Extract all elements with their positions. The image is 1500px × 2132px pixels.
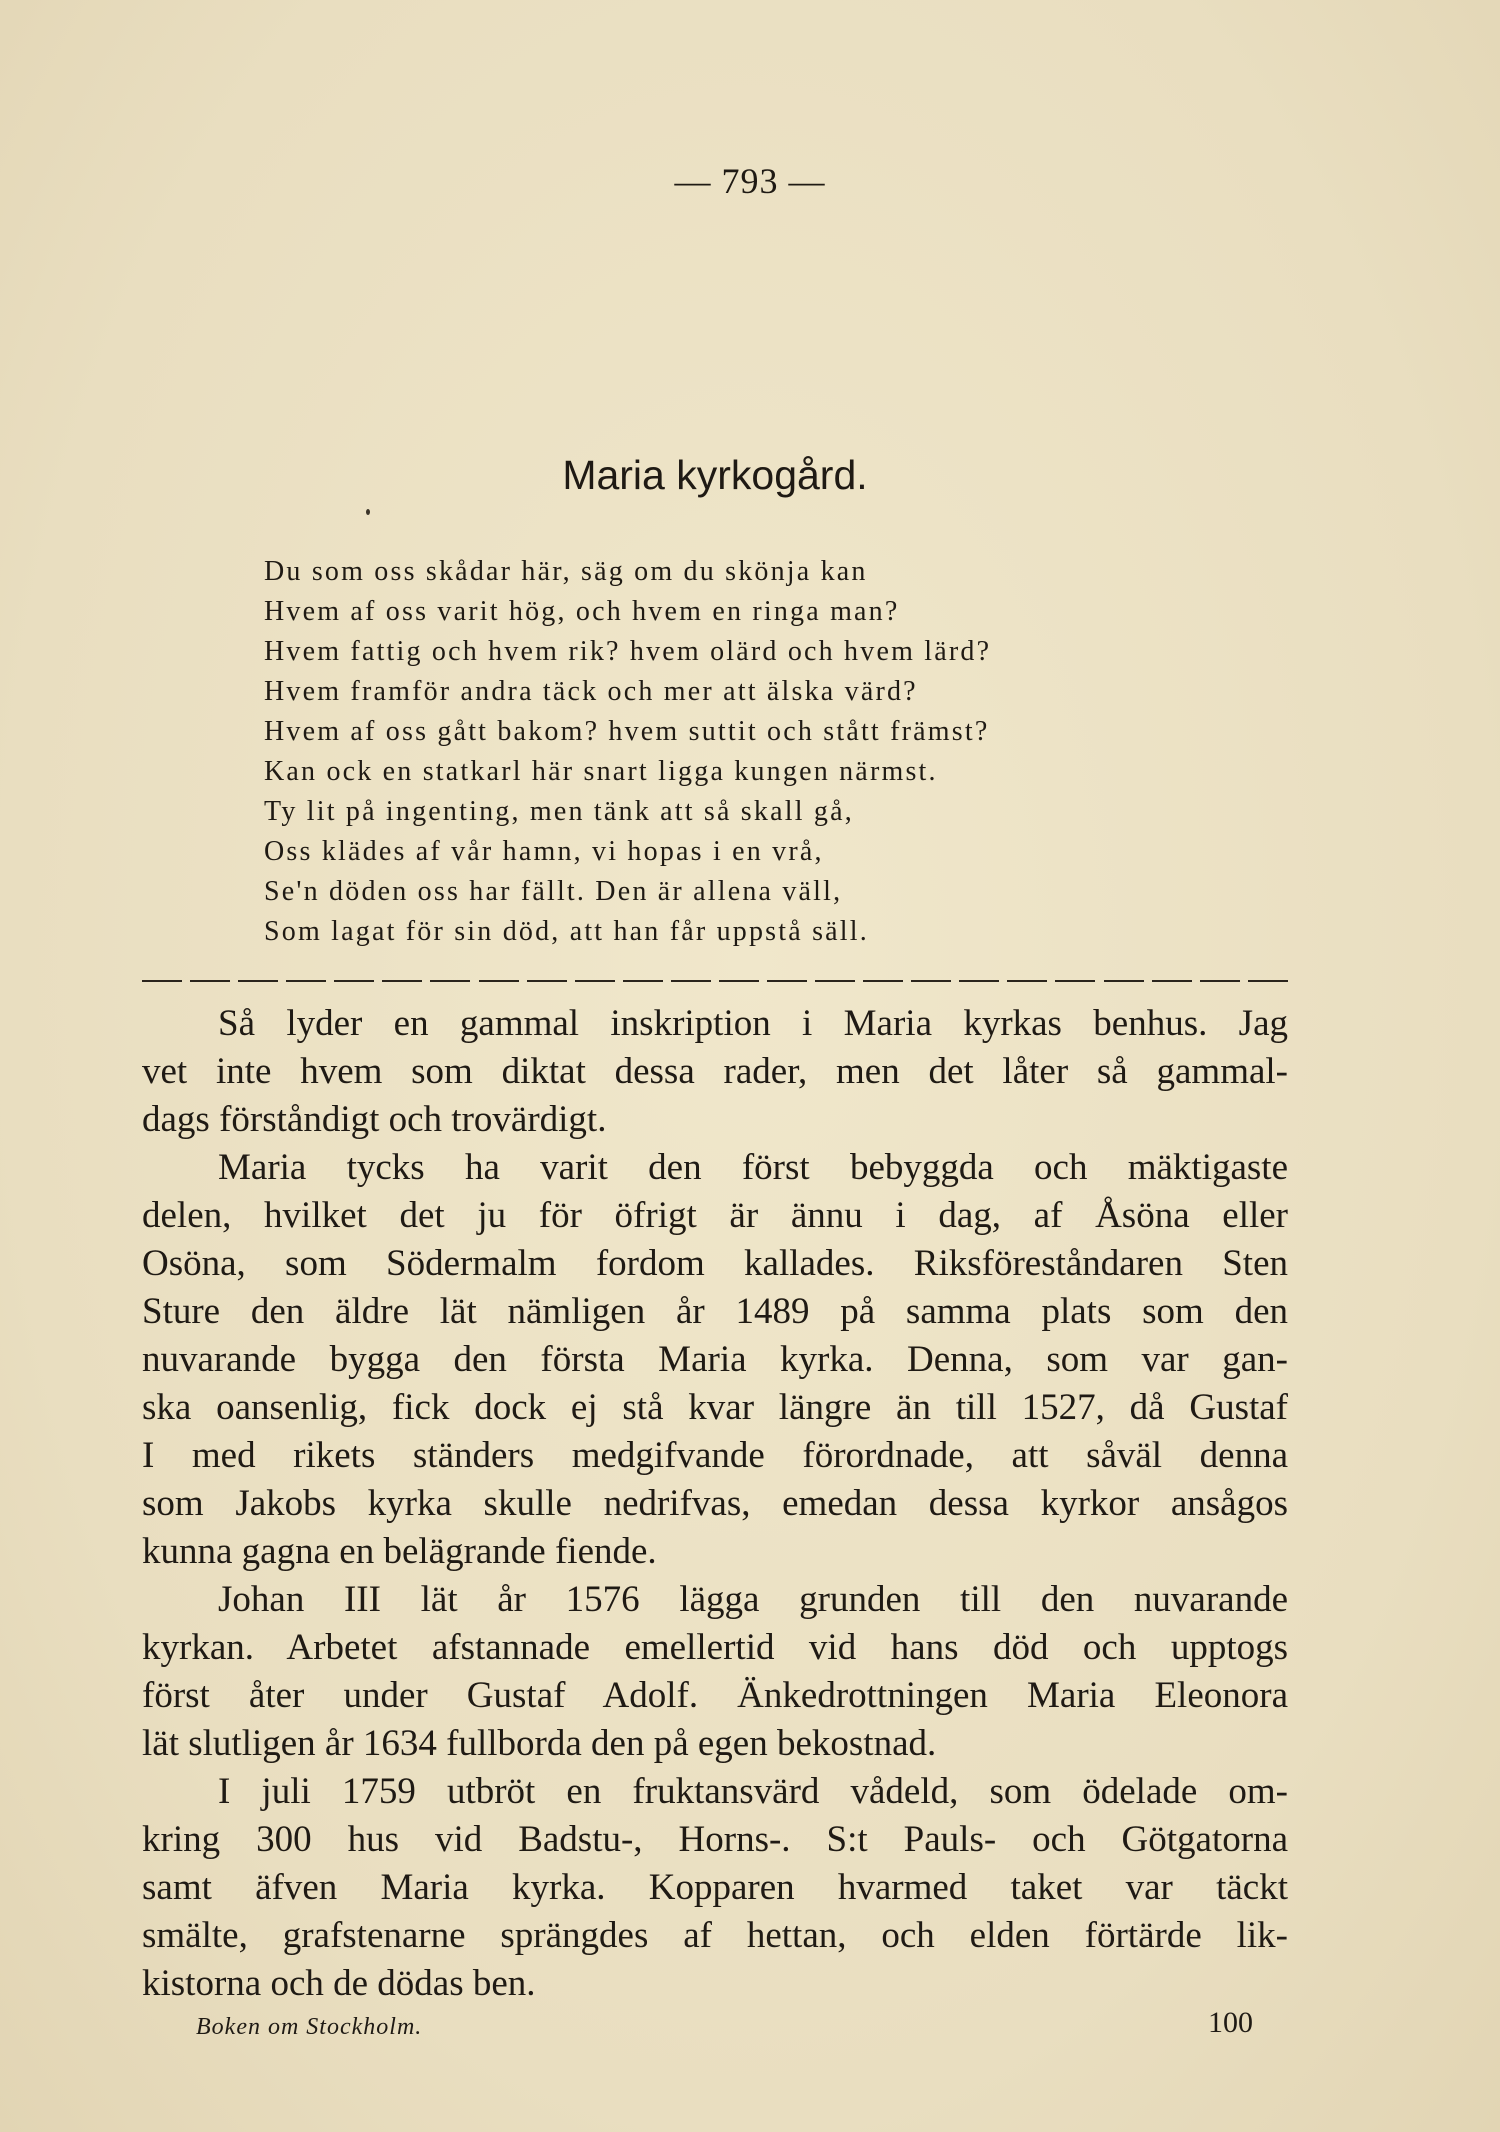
paragraph-line: smälte, grafstenarne sprängdes af hettan, och elden förtärde lik- — [142, 1915, 1288, 1956]
separator-dash — [671, 980, 711, 982]
paragraph-line: Osöna, som Södermalm fordom kallades. Riksföreståndaren Sten — [142, 1243, 1288, 1284]
footer-book-title: Boken om Stockholm. — [196, 2014, 423, 2040]
footer-signature: 100 — [1208, 2006, 1253, 2039]
separator-dash — [382, 980, 422, 982]
separator-dash — [815, 980, 855, 982]
poem-line: Se'n döden oss har fällt. Den är allena väll, — [264, 876, 843, 907]
paragraph-line: ska oansenlig, fick dock ej stå kvar längre än till 1527, då Gustaf — [142, 1387, 1288, 1428]
separator-dash — [1200, 980, 1240, 982]
separator-dash — [575, 980, 615, 982]
dashed-separator — [142, 980, 1288, 982]
separator-dash — [863, 980, 903, 982]
separator-dash — [767, 980, 807, 982]
paragraph-line: kunna gagna en belägrande fiende. — [142, 1531, 657, 1572]
poem-line: Hvem af oss gått bakom? hvem suttit och stått främst? — [264, 716, 990, 747]
separator-dash — [1055, 980, 1095, 982]
poem-line: Oss klädes af vår hamn, vi hopas i en vrå, — [264, 836, 824, 867]
ink-speck — [366, 509, 370, 515]
paragraph-line: dags förståndigt och trovärdigt. — [142, 1099, 607, 1140]
page-number: — 793 — — [674, 161, 826, 201]
body-text — [142, 1000, 1288, 2008]
paragraph-line: delen, hvilket det ju för öfrigt är ännu i dag, af Åsöna eller — [142, 1195, 1288, 1236]
chapter-title: Maria kyrkogård. — [562, 452, 868, 498]
paragraph-line: som Jakobs kyrka skulle nedrifvas, emedan dessa kyrkor ansågos — [142, 1483, 1288, 1524]
paragraph-line: Sture den äldre lät nämligen år 1489 på samma plats som den — [142, 1291, 1288, 1332]
separator-dash — [286, 980, 326, 982]
separator-dash — [1104, 980, 1144, 982]
paragraph-line: nuvarande bygga den första Maria kyrka. Denna, som var gan- — [142, 1339, 1288, 1380]
poem-line: Hvem framför andra täck och mer att älska värd? — [264, 676, 918, 707]
paragraph-line: kistorna och de dödas ben. — [142, 1963, 536, 2004]
paragraph-line: kring 300 hus vid Badstu-, Horns-. S:t Pauls- och Götgatorna — [142, 1819, 1288, 1860]
separator-dash — [479, 980, 519, 982]
separator-dash — [1007, 980, 1047, 982]
paragraph-line: lät slutligen år 1634 fullborda den på egen bekostnad. — [142, 1723, 937, 1764]
paragraph-line: Maria tycks ha varit den först bebyggda och mäktigaste — [218, 1147, 1288, 1188]
separator-dash — [238, 980, 278, 982]
paragraph-line: vet inte hvem som diktat dessa rader, men det låter så gammal- — [142, 1051, 1288, 1092]
poem-line: Som lagat för sin död, att han får uppstå säll. — [264, 916, 869, 947]
poem-line: Du som oss skådar här, säg om du skönja kan — [264, 556, 868, 587]
paragraph-line: kyrkan. Arbetet afstannade emellertid vid hans död och upptogs — [142, 1627, 1288, 1668]
separator-dash — [527, 980, 567, 982]
paragraph-line: I juli 1759 utbröt en fruktansvärd vådeld, som ödelade om- — [218, 1771, 1288, 1812]
poem-line: Hvem fattig och hvem rik? hvem olärd och hvem lärd? — [264, 636, 992, 667]
separator-dash — [142, 980, 182, 982]
poem-inscription — [264, 552, 1264, 952]
paragraph-line: Så lyder en gammal inskription i Maria kyrkas benhus. Jag — [218, 1003, 1288, 1044]
paragraph-line: samt äfven Maria kyrka. Kopparen hvarmed taket var täckt — [142, 1867, 1288, 1908]
separator-dash — [1152, 980, 1192, 982]
separator-dash — [1248, 980, 1288, 982]
paragraph-line: I med rikets ständers medgifvande förordnade, att såväl denna — [142, 1435, 1288, 1476]
paragraph-line: först åter under Gustaf Adolf. Änkedrottningen Maria Eleonora — [142, 1675, 1288, 1716]
separator-dash — [911, 980, 951, 982]
paragraph-line: Johan III lät år 1576 lägga grunden till den nuvarande — [218, 1579, 1288, 1620]
separator-dash — [430, 980, 470, 982]
separator-dash — [334, 980, 374, 982]
separator-dash — [719, 980, 759, 982]
separator-dash — [959, 980, 999, 982]
separator-dash — [623, 980, 663, 982]
poem-line: Ty lit på ingenting, men tänk att så skall gå, — [264, 796, 854, 827]
poem-line: Hvem af oss varit hög, och hvem en ringa man? — [264, 596, 900, 627]
separator-dash — [190, 980, 230, 982]
poem-line: Kan ock en statkarl här snart ligga kungen närmst. — [264, 756, 938, 787]
